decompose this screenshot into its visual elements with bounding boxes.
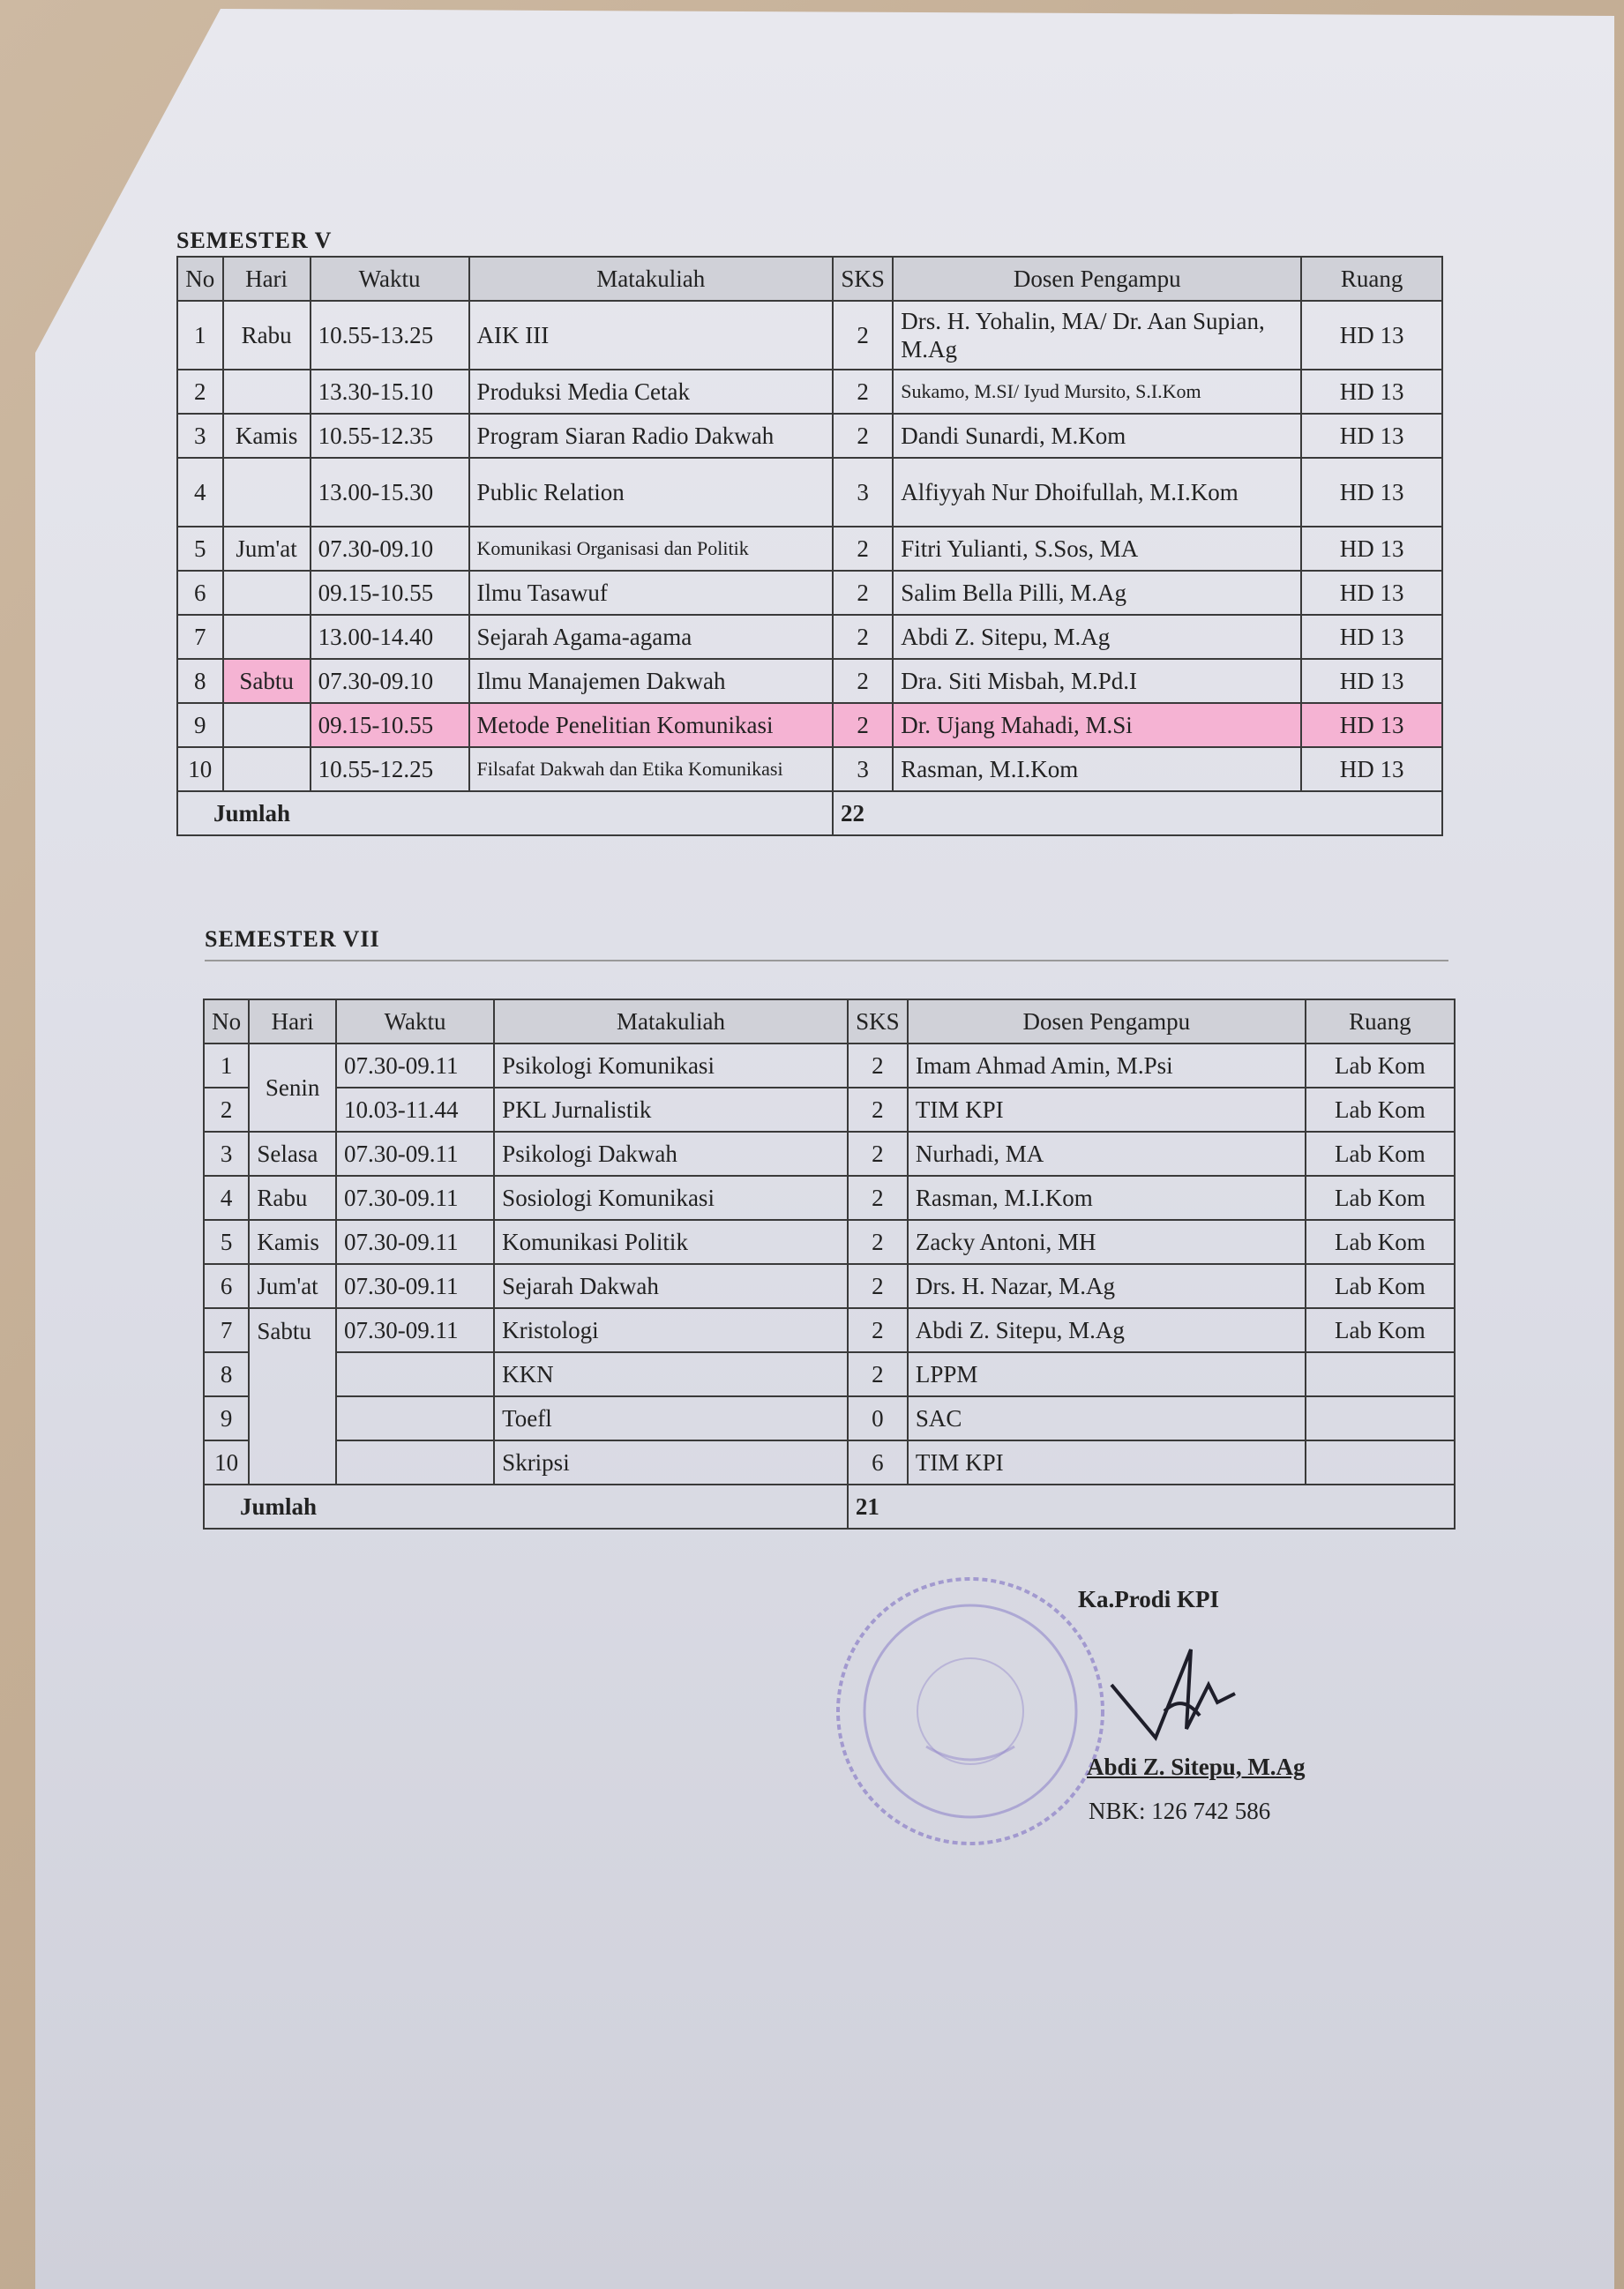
cell-waktu: 10.55-13.25 (311, 301, 469, 370)
cell-sks: 2 (848, 1176, 908, 1220)
cell-ruang: HD 13 (1301, 301, 1442, 370)
cell-dosen: Sukamo, M.SI/ Iyud Mursito, S.I.Kom (893, 370, 1301, 414)
cell-sks: 2 (848, 1264, 908, 1308)
cell-no: 4 (204, 1176, 249, 1220)
cell-waktu: 13.00-14.40 (311, 615, 469, 659)
cell-no: 1 (177, 301, 223, 370)
cell-dosen: TIM KPI (908, 1088, 1306, 1132)
cell-ruang: HD 13 (1301, 571, 1442, 615)
semester-5-table (176, 256, 1443, 836)
cell-ruang: HD 13 (1301, 370, 1442, 414)
cell-hari: Jum'at (249, 1264, 336, 1308)
section-divider (205, 960, 1448, 961)
cell-no: 6 (177, 571, 223, 615)
col-matakuliah: Matakuliah (469, 257, 833, 301)
cell-waktu: 09.15-10.55 (311, 703, 469, 747)
cell-dosen: Imam Ahmad Amin, M.Psi (908, 1044, 1306, 1088)
cell-ruang: Lab Kom (1306, 1220, 1455, 1264)
cell-hari: Selasa (249, 1132, 336, 1176)
cell-waktu (336, 1352, 494, 1396)
table-row (204, 1396, 1455, 1440)
cell-matakuliah: KKN (494, 1352, 848, 1396)
cell-no: 3 (177, 414, 223, 458)
col-dosen: Dosen Pengampu (893, 257, 1301, 301)
cell-ruang: Lab Kom (1306, 1044, 1455, 1088)
cell-sks: 2 (848, 1308, 908, 1352)
cell-sks: 2 (833, 659, 893, 703)
cell-waktu: 10.55-12.35 (311, 414, 469, 458)
col-sks: SKS (833, 257, 893, 301)
semester-7-title: SEMESTER VII (205, 926, 380, 952)
cell-dosen: Drs. H. Nazar, M.Ag (908, 1264, 1306, 1308)
cell-dosen: Abdi Z. Sitepu, M.Ag (908, 1308, 1306, 1352)
table-row (177, 370, 1442, 414)
cell-matakuliah: Filsafat Dakwah dan Etika Komunikasi (469, 747, 833, 791)
cell-dosen: Dandi Sunardi, M.Kom (893, 414, 1301, 458)
cell-waktu: 13.00-15.30 (311, 458, 469, 527)
cell-sks: 0 (848, 1396, 908, 1440)
cell-waktu: 07.30-09.11 (336, 1264, 494, 1308)
cell-dosen: Salim Bella Pilli, M.Ag (893, 571, 1301, 615)
cell-ruang: HD 13 (1301, 414, 1442, 458)
cell-waktu: 10.03-11.44 (336, 1088, 494, 1132)
cell-dosen: LPPM (908, 1352, 1306, 1396)
cell-hari: Senin (249, 1044, 336, 1132)
cell-waktu (336, 1396, 494, 1440)
cell-no: 5 (177, 527, 223, 571)
table-row (204, 1088, 1455, 1132)
signatory-id: NBK: 126 742 586 (1089, 1798, 1271, 1824)
cell-dosen: Zacky Antoni, MH (908, 1220, 1306, 1264)
col-waktu: Waktu (336, 999, 494, 1044)
cell-no: 8 (177, 659, 223, 703)
cell-matakuliah: Kristologi (494, 1308, 848, 1352)
cell-ruang: HD 13 (1301, 615, 1442, 659)
cell-no: 8 (204, 1352, 249, 1396)
cell-ruang (1306, 1396, 1455, 1440)
cell-matakuliah: Produksi Media Cetak (469, 370, 833, 414)
cell-hari: Jum'at (223, 527, 311, 571)
table-row (177, 571, 1442, 615)
cell-dosen: Rasman, M.I.Kom (893, 747, 1301, 791)
cell-sks: 2 (833, 370, 893, 414)
table-row (204, 1176, 1455, 1220)
table-row (177, 458, 1442, 527)
cell-dosen: TIM KPI (908, 1440, 1306, 1485)
cell-hari (223, 703, 311, 747)
cell-matakuliah: Program Siaran Radio Dakwah (469, 414, 833, 458)
cell-hari: Rabu (223, 301, 311, 370)
cell-matakuliah: Ilmu Manajemen Dakwah (469, 659, 833, 703)
cell-ruang: HD 13 (1301, 458, 1442, 527)
table-row (204, 1352, 1455, 1396)
cell-sks: 3 (833, 747, 893, 791)
col-sks: SKS (848, 999, 908, 1044)
cell-dosen: Rasman, M.I.Kom (908, 1176, 1306, 1220)
cell-hari: Sabtu (249, 1308, 336, 1485)
cell-no: 4 (177, 458, 223, 527)
table-row (204, 1220, 1455, 1264)
cell-no: 7 (177, 615, 223, 659)
col-matakuliah: Matakuliah (494, 999, 848, 1044)
cell-waktu: 07.30-09.10 (311, 659, 469, 703)
cell-sks: 2 (848, 1132, 908, 1176)
cell-sks: 6 (848, 1440, 908, 1485)
cell-matakuliah: Metode Penelitian Komunikasi (469, 703, 833, 747)
cell-dosen: Dr. Ujang Mahadi, M.Si (893, 703, 1301, 747)
table-row (177, 527, 1442, 571)
cell-hari (223, 571, 311, 615)
cell-matakuliah: Ilmu Tasawuf (469, 571, 833, 615)
cell-waktu: 13.30-15.10 (311, 370, 469, 414)
cell-matakuliah: Public Relation (469, 458, 833, 527)
cell-dosen: Alfiyyah Nur Dhoifullah, M.I.Kom (893, 458, 1301, 527)
table-row (204, 1308, 1455, 1352)
cell-no: 1 (204, 1044, 249, 1088)
cell-matakuliah: Sejarah Agama-agama (469, 615, 833, 659)
cell-sks: 2 (848, 1044, 908, 1088)
cell-sks: 2 (833, 571, 893, 615)
cell-matakuliah: Komunikasi Politik (494, 1220, 848, 1264)
total-label: Jumlah (204, 1485, 848, 1529)
cell-no: 10 (204, 1440, 249, 1485)
cell-hari: Kamis (223, 414, 311, 458)
cell-sks: 2 (833, 615, 893, 659)
cell-matakuliah: Psikologi Dakwah (494, 1132, 848, 1176)
col-no: No (177, 257, 223, 301)
cell-matakuliah: Sosiologi Komunikasi (494, 1176, 848, 1220)
handwritten-signature (1103, 1632, 1261, 1764)
cell-matakuliah: PKL Jurnalistik (494, 1088, 848, 1132)
cell-sks: 2 (848, 1220, 908, 1264)
signature-role: Ka.Prodi KPI (1078, 1586, 1220, 1612)
total-row (177, 791, 1442, 835)
table-header-row (204, 999, 1455, 1044)
cell-ruang: HD 13 (1301, 659, 1442, 703)
cell-waktu: 07.30-09.11 (336, 1132, 494, 1176)
table-row (177, 615, 1442, 659)
cell-sks: 2 (833, 703, 893, 747)
cell-waktu: 10.55-12.25 (311, 747, 469, 791)
cell-dosen: Abdi Z. Sitepu, M.Ag (893, 615, 1301, 659)
cell-hari-highlighted: Sabtu (223, 659, 311, 703)
cell-ruang (1306, 1440, 1455, 1485)
cell-sks: 3 (833, 458, 893, 527)
cell-hari: Kamis (249, 1220, 336, 1264)
col-waktu: Waktu (311, 257, 469, 301)
cell-waktu: 09.15-10.55 (311, 571, 469, 615)
cell-hari (223, 747, 311, 791)
cell-matakuliah: AIK III (469, 301, 833, 370)
cell-matakuliah: Komunikasi Organisasi dan Politik (469, 527, 833, 571)
total-label: Jumlah (177, 791, 833, 835)
table-row (204, 1440, 1455, 1485)
cell-waktu: 07.30-09.10 (311, 527, 469, 571)
cell-no: 6 (204, 1264, 249, 1308)
cell-dosen (893, 301, 1301, 370)
table-row (204, 1264, 1455, 1308)
cell-dosen: Fitri Yulianti, S.Sos, MA (893, 527, 1301, 571)
cell-hari (223, 370, 311, 414)
cell-no: 9 (177, 703, 223, 747)
cell-no: 2 (204, 1088, 249, 1132)
cell-ruang: HD 13 (1301, 747, 1442, 791)
dosen-line-2: M.Ag (901, 336, 958, 363)
table-header-row (177, 257, 1442, 301)
cell-ruang: Lab Kom (1306, 1132, 1455, 1176)
university-stamp (829, 1570, 1111, 1852)
signatory-name: Abdi Z. Sitepu, M.Ag (1087, 1754, 1306, 1780)
cell-ruang: Lab Kom (1306, 1088, 1455, 1132)
cell-hari: Rabu (249, 1176, 336, 1220)
cell-waktu: 07.30-09.11 (336, 1308, 494, 1352)
cell-matakuliah: Sejarah Dakwah (494, 1264, 848, 1308)
cell-no: 3 (204, 1132, 249, 1176)
cell-ruang: Lab Kom (1306, 1264, 1455, 1308)
cell-sks: 2 (848, 1352, 908, 1396)
col-hari: Hari (249, 999, 336, 1044)
table-row (177, 659, 1442, 703)
cell-ruang: HD 13 (1301, 527, 1442, 571)
dosen-line-1: Drs. H. Yohalin, MA/ Dr. Aan Supian, (901, 308, 1265, 334)
cell-no: 5 (204, 1220, 249, 1264)
cell-matakuliah: Toefl (494, 1396, 848, 1440)
cell-sks: 2 (833, 414, 893, 458)
semester-5-title: SEMESTER V (176, 228, 333, 253)
col-hari: Hari (223, 257, 311, 301)
cell-matakuliah: Skripsi (494, 1440, 848, 1485)
total-sks: 21 (848, 1485, 1455, 1529)
table-row (204, 1044, 1455, 1088)
cell-no: 7 (204, 1308, 249, 1352)
table-row (177, 301, 1442, 370)
total-sks: 22 (833, 791, 1442, 835)
table-row (204, 1132, 1455, 1176)
table-row (177, 414, 1442, 458)
cell-waktu: 07.30-09.11 (336, 1044, 494, 1088)
cell-matakuliah: Psikologi Komunikasi (494, 1044, 848, 1088)
semester-7-table (203, 999, 1456, 1530)
col-ruang: Ruang (1301, 257, 1442, 301)
cell-dosen: Dra. Siti Misbah, M.Pd.I (893, 659, 1301, 703)
cell-no: 2 (177, 370, 223, 414)
total-row (204, 1485, 1455, 1529)
table-row-highlighted (177, 703, 1442, 747)
cell-hari (223, 615, 311, 659)
cell-sks: 2 (833, 527, 893, 571)
cell-sks: 2 (848, 1088, 908, 1132)
cell-ruang: Lab Kom (1306, 1308, 1455, 1352)
cell-dosen: Nurhadi, MA (908, 1132, 1306, 1176)
cell-ruang: HD 13 (1301, 703, 1442, 747)
cell-ruang: Lab Kom (1306, 1176, 1455, 1220)
cell-no: 10 (177, 747, 223, 791)
cell-waktu (336, 1440, 494, 1485)
col-ruang: Ruang (1306, 999, 1455, 1044)
cell-no: 9 (204, 1396, 249, 1440)
cell-dosen: SAC (908, 1396, 1306, 1440)
cell-ruang (1306, 1352, 1455, 1396)
cell-waktu: 07.30-09.11 (336, 1220, 494, 1264)
cell-waktu: 07.30-09.11 (336, 1176, 494, 1220)
col-no: No (204, 999, 249, 1044)
col-dosen: Dosen Pengampu (908, 999, 1306, 1044)
table-row (177, 747, 1442, 791)
cell-sks: 2 (833, 301, 893, 370)
cell-hari (223, 458, 311, 527)
